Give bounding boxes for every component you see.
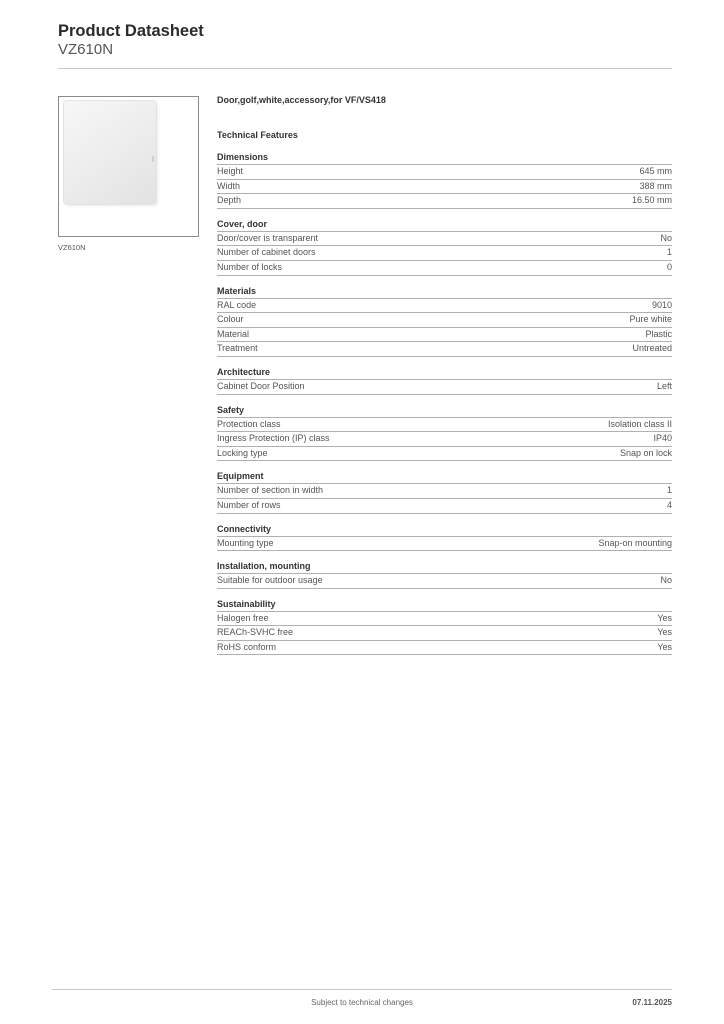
door-latch-icon <box>152 156 154 162</box>
feature-label: Number of cabinet doors <box>217 247 316 258</box>
feature-row <box>217 246 672 261</box>
feature-value: No <box>660 575 672 586</box>
feature-value: 4 <box>666 499 672 510</box>
product-image-frame <box>58 96 199 237</box>
feature-label: Material <box>217 328 250 339</box>
feature-row <box>217 537 672 552</box>
feature-value: Yes <box>657 612 672 623</box>
feature-row <box>217 418 672 433</box>
feature-row <box>217 612 672 627</box>
feature-row <box>217 626 672 641</box>
technical-features-heading: Technical Features <box>217 130 298 140</box>
feature-label: Number of locks <box>217 261 283 272</box>
feature-value: Yes <box>657 641 672 652</box>
section-title: Sustainability <box>217 598 672 612</box>
feature-row <box>217 574 672 589</box>
feature-section <box>217 598 672 656</box>
feature-row <box>217 342 672 357</box>
feature-label: Height <box>217 166 244 176</box>
feature-label: Halogen free <box>217 612 269 623</box>
feature-value: Plastic <box>645 328 672 339</box>
feature-row <box>217 447 672 462</box>
feature-section <box>217 151 672 209</box>
page-title: Product Datasheet <box>58 22 204 40</box>
feature-label: Number of rows <box>217 499 281 510</box>
feature-label: RoHS conform <box>217 641 277 652</box>
feature-label: Depth <box>217 195 242 206</box>
feature-label: Number of section in width <box>217 485 324 496</box>
feature-section <box>217 218 672 276</box>
feature-value: 16.50 mm <box>631 195 672 206</box>
feature-row <box>217 194 672 209</box>
feature-section <box>217 523 672 552</box>
feature-label: Locking type <box>217 447 268 458</box>
feature-row <box>217 380 672 395</box>
section-title: Cover, door <box>217 218 672 232</box>
feature-value: Snap on lock <box>619 447 672 458</box>
feature-row <box>217 641 672 656</box>
feature-label: Protection class <box>217 418 281 429</box>
product-image-caption: VZ610N <box>58 243 86 252</box>
section-title: Installation, mounting <box>217 560 672 574</box>
feature-row <box>217 299 672 314</box>
feature-row <box>217 328 672 343</box>
feature-value: Untreated <box>632 343 672 354</box>
section-title: Materials <box>217 285 672 299</box>
header-divider <box>58 68 672 69</box>
feature-label: Width <box>217 180 241 191</box>
feature-value: Left <box>656 380 672 391</box>
feature-row <box>217 432 672 447</box>
feature-row <box>217 165 672 180</box>
section-title: Dimensions <box>217 151 672 165</box>
feature-row <box>217 313 672 328</box>
door-accessory-image <box>64 101 156 204</box>
feature-section <box>217 470 672 513</box>
feature-value: 9010 <box>651 299 672 310</box>
feature-value: IP40 <box>653 433 672 444</box>
feature-value: 1 <box>666 247 672 258</box>
feature-value: 0 <box>666 261 672 272</box>
feature-value: Pure white <box>629 314 672 325</box>
feature-label: Treatment <box>217 343 258 354</box>
footer-date: 07.11.2025 <box>632 998 672 1007</box>
feature-value: Yes <box>657 627 672 638</box>
feature-sections <box>217 151 672 655</box>
section-title: Equipment <box>217 470 672 484</box>
feature-row <box>217 180 672 195</box>
feature-label: Cabinet Door Position <box>217 380 305 391</box>
feature-row <box>217 484 672 499</box>
section-title: Architecture <box>217 366 672 380</box>
feature-value: 645 mm <box>639 166 672 176</box>
feature-section <box>217 366 672 395</box>
product-code: VZ610N <box>58 41 114 58</box>
feature-label: Mounting type <box>217 537 274 548</box>
feature-label: Ingress Protection (IP) class <box>217 433 330 444</box>
feature-label: REACh-SVHC free <box>217 627 294 638</box>
feature-value: No <box>660 232 672 243</box>
feature-label: Door/cover is transparent <box>217 232 319 243</box>
footer-divider <box>52 989 672 990</box>
feature-value: 388 mm <box>639 180 672 191</box>
page-header <box>58 21 204 59</box>
feature-row <box>217 261 672 276</box>
feature-section <box>217 560 672 589</box>
section-title: Safety <box>217 404 672 418</box>
feature-row <box>217 232 672 247</box>
feature-label: Suitable for outdoor usage <box>217 575 323 586</box>
footer-note: Subject to technical changes <box>311 998 413 1007</box>
feature-value: Isolation class II <box>607 418 672 429</box>
product-description: Door,golf,white,accessory,for VF/VS418 <box>217 95 386 105</box>
feature-label: RAL code <box>217 299 257 310</box>
feature-row <box>217 499 672 514</box>
feature-value: Snap-on mounting <box>598 537 672 548</box>
datasheet-content <box>217 93 672 664</box>
section-title: Connectivity <box>217 523 672 537</box>
feature-label: Colour <box>217 314 244 325</box>
feature-section <box>217 404 672 462</box>
feature-value: 1 <box>666 485 672 496</box>
feature-section <box>217 285 672 357</box>
